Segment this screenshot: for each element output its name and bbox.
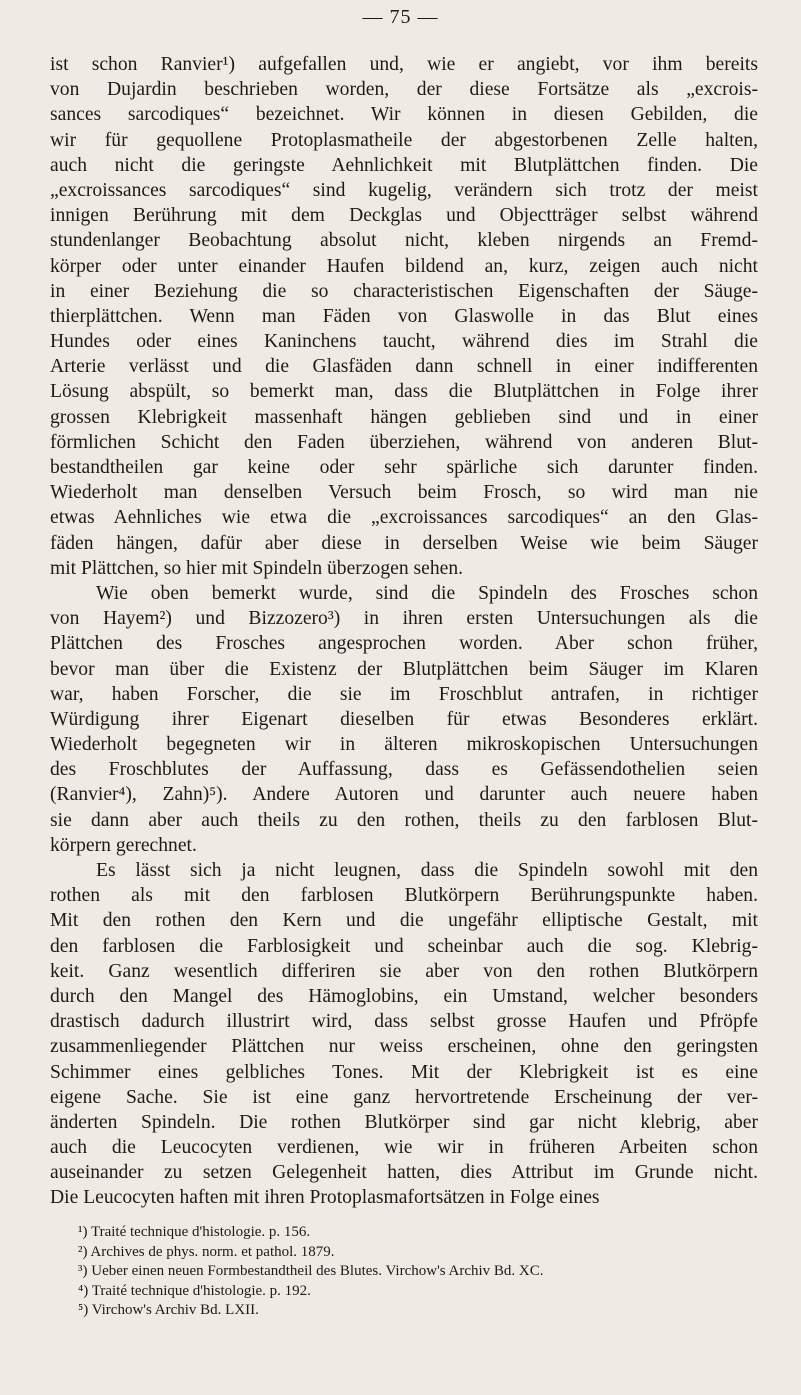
footnote: ²) Archives de phys. norm. et pathol. 1879. bbox=[78, 1243, 335, 1260]
text-line: auseinander zu setzen Gelegenheit hatten, dies Attribut im Grunde nicht. bbox=[50, 1162, 758, 1184]
text-line: „excroissances sarcodiques“ sind kugelig, verändern sich trotz der meist bbox=[50, 179, 758, 201]
footnotes bbox=[78, 1223, 758, 1321]
text-line: in einer Beziehung die so characteristischen Eigenschaften der Säuge- bbox=[50, 280, 758, 302]
text-line: Mit den rothen den Kern und die ungefähr elliptische Gestalt, mit bbox=[50, 910, 758, 932]
footnote: ³) Ueber einen neuen Formbestandtheil des Blutes. Virchow's Archiv Bd. XC. bbox=[78, 1263, 544, 1280]
text-line: (Ranvier⁴), Zahn)⁵). Andere Autoren und darunter auch neuere haben bbox=[50, 784, 758, 806]
text-line: etwas Aehnliches wie etwa die „excroissances sarcodiques“ an den Glas- bbox=[50, 507, 758, 529]
text-line: auch nicht die geringste Aehnlichkeit mit Blutplättchen finden. Die bbox=[50, 154, 758, 176]
text-line: Wie oben bemerkt wurde, sind die Spindeln des Frosches schon bbox=[96, 582, 758, 604]
text-line: sances sarcodiques“ bezeichnet. Wir können in diesen Gebilden, die bbox=[50, 104, 758, 126]
text-line: zusammenliegender Plättchen nur weiss erscheinen, ohne den geringsten bbox=[50, 1036, 758, 1058]
text-line: Hundes oder eines Kaninchens taucht, während dies im Strahl die bbox=[50, 331, 758, 353]
text-line: Plättchen des Frosches angesprochen worden. Aber schon früher, bbox=[50, 633, 758, 655]
text-line: bestandtheilen gar keine oder sehr spärliche sich darunter finden. bbox=[50, 457, 758, 478]
text-line: förmlichen Schicht den Faden überziehen, während von anderen Blut- bbox=[50, 431, 758, 453]
text-line: durch den Mangel des Hämoglobins, ein Umstand, welcher besonders bbox=[50, 985, 758, 1007]
text-line: von Dujardin beschrieben worden, der diese Fortsätze als „excrois- bbox=[50, 79, 758, 101]
text-line: stundenlanger Beobachtung absolut nicht, kleben nirgends an Fremd- bbox=[50, 230, 758, 252]
text-line: bevor man über die Existenz der Blutplättchen beim Säuger im Klaren bbox=[50, 658, 758, 680]
text-line: körper oder unter einander Haufen bildend an, kurz, zeigen auch nicht bbox=[50, 255, 758, 277]
text-line: thierplättchen. Wenn man Fäden von Glaswolle in das Blut eines bbox=[50, 305, 758, 327]
text-line: von Hayem²) und Bizzozero³) in ihren ersten Untersuchungen als die bbox=[50, 608, 758, 630]
footnote: ¹) Traité technique d'histologie. p. 156. bbox=[78, 1224, 311, 1240]
text-line: des Froschblutes der Auffassung, dass es Gefässendothelien seien bbox=[50, 759, 758, 781]
text-line: Es lässt sich ja nicht leugnen, dass die Spindeln sowohl mit den bbox=[96, 860, 758, 881]
text-line: ist schon Ranvier¹) aufgefallen und, wie er angiebt, vor ihm bereits bbox=[50, 54, 758, 75]
text-line: rothen als mit den farblosen Blutkörpern Berührungspunkte haben. bbox=[50, 885, 758, 907]
text-line: Würdigung ihrer Eigenart dieselben für etwas Besonderes erklärt. bbox=[50, 708, 758, 730]
text-line: sie dann aber auch theils zu den rothen, theils zu den farblosen Blut- bbox=[50, 809, 758, 831]
page-number: — 75 — bbox=[362, 6, 439, 28]
footnote: ⁴) Traité technique d'histologie. p. 192. bbox=[78, 1282, 311, 1299]
text-line: wir für gequollene Protoplasmatheile der abgestorbenen Zelle halten, bbox=[50, 129, 758, 151]
text-line: Wiederholt begegneten wir in älteren mikroskopischen Untersuchungen bbox=[50, 734, 758, 756]
text-line: Die Leucocyten haften mit ihren Protoplasmafortsätzen in Folge eines bbox=[50, 1187, 600, 1209]
text-line: innigen Berührung mit dem Deckglas und Objectträger selbst während bbox=[50, 205, 758, 227]
text-line: drastisch dadurch illustrirt wird, dass selbst grosse Haufen und Pfröpfe bbox=[50, 1011, 758, 1033]
text-line: fäden hängen, dafür aber diese in derselben Weise wie beim Säuger bbox=[50, 532, 758, 554]
text-line: Lösung abspült, so bemerkt man, dass die Blutplättchen in Folge ihrer bbox=[50, 381, 758, 403]
text-line: auch die Leucocyten verdienen, wie wir in früheren Arbeiten schon bbox=[50, 1137, 758, 1159]
text-line: war, haben Forscher, die sie im Froschblut antrafen, in richtiger bbox=[50, 683, 758, 705]
text-line: den farblosen die Farblosigkeit und scheinbar auch die sog. Klebrig- bbox=[50, 935, 758, 957]
text-line: grossen Klebrigkeit massenhaft hängen geblieben sind und in einer bbox=[50, 406, 758, 428]
text-line: eigene Sache. Sie ist eine ganz hervortretende Erscheinung der ver- bbox=[50, 1086, 758, 1108]
text-line: Wiederholt man denselben Versuch beim Frosch, so wird man nie bbox=[50, 482, 758, 504]
footnote: ⁵) Virchow's Archiv Bd. LXII. bbox=[78, 1302, 259, 1319]
text-line: körpern gerechnet. bbox=[50, 834, 197, 856]
body-text bbox=[50, 52, 758, 1211]
text-line: Schimmer eines gelbliches Tones. Mit der Klebrigkeit ist es eine bbox=[50, 1061, 758, 1083]
text-line: keit. Ganz wesentlich differiren sie aber von den rothen Blutkörpern bbox=[50, 960, 758, 982]
text-line: mit Plättchen, so hier mit Spindeln überzogen sehen. bbox=[50, 557, 464, 579]
text-line: änderten Spindeln. Die rothen Blutkörper sind gar nicht klebrig, aber bbox=[50, 1111, 758, 1133]
text-line: Arterie verlässt und die Glasfäden dann schnell in einer indifferenten bbox=[50, 356, 758, 378]
